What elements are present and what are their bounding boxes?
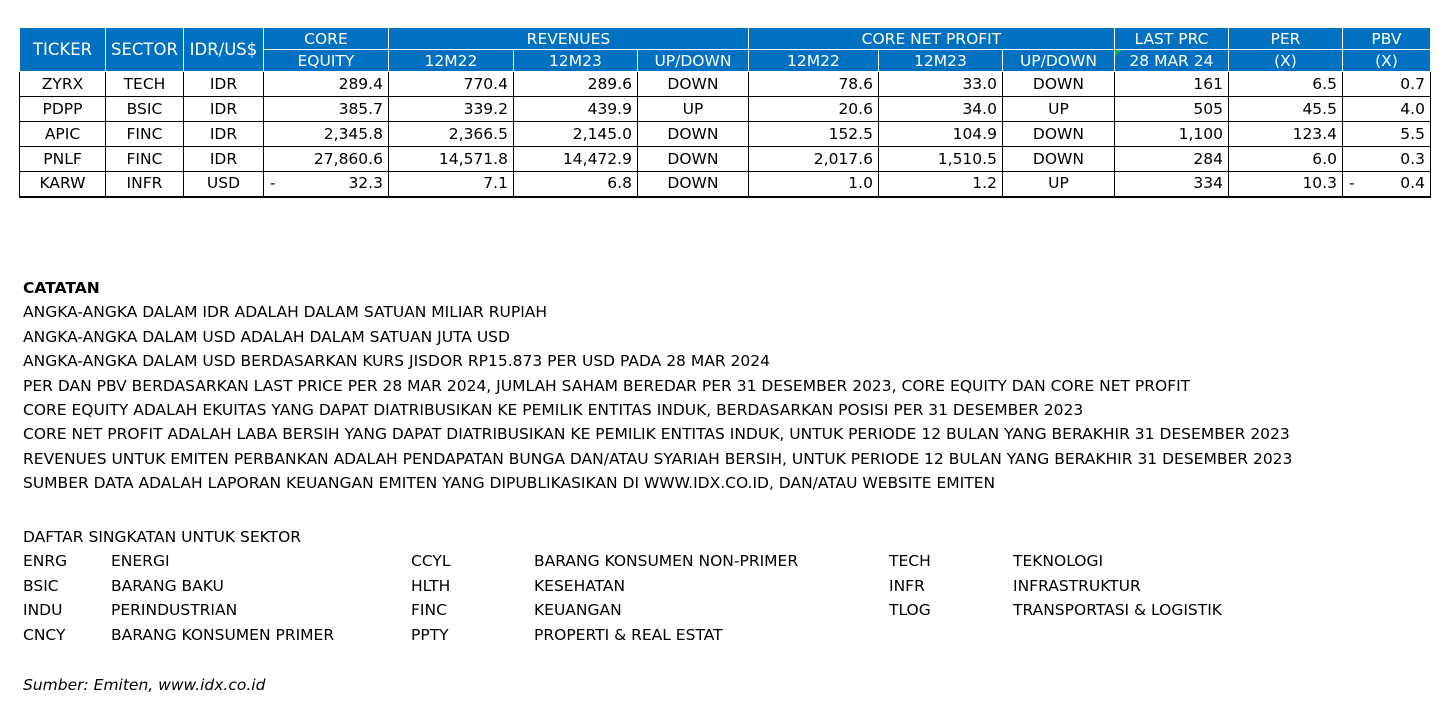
pbv-value: 0.3	[1400, 149, 1425, 168]
cell-cnp-12m22: 78.6	[748, 72, 878, 97]
abbr-code: INFR	[889, 576, 925, 595]
cell-ticker: KARW	[20, 172, 106, 197]
abbr-code: ENRG	[23, 552, 68, 571]
cell-rev-updown: DOWN	[637, 122, 748, 147]
cell-per: 6.5	[1228, 72, 1342, 97]
cell-cnp-12m22: 1.0	[748, 172, 878, 197]
cell-rev-12m23: 14,472.9	[513, 147, 637, 172]
cell-cnp-12m23: 104.9	[878, 122, 1002, 147]
cell-rev-updown: DOWN	[637, 172, 748, 197]
header-rev-12m22: 12M22	[388, 50, 513, 72]
cell-sector: FINC	[106, 122, 184, 147]
abbr-code: CCYL	[411, 552, 451, 571]
cell-cnp-12m23: 1.2	[878, 172, 1002, 197]
pbv-value: 0.7	[1400, 74, 1425, 93]
pbv-value: 4.0	[1400, 99, 1425, 118]
cell-cnp-12m23: 1,510.5	[878, 147, 1002, 172]
cell-ticker: PDPP	[20, 97, 106, 122]
table-row	[20, 72, 1431, 97]
cell-last-price: 334	[1114, 172, 1228, 197]
header-rev-updown: UP/DOWN	[637, 50, 748, 72]
abbreviations-heading: DAFTAR SINGKATAN UNTUK SEKTOR	[23, 528, 302, 546]
cell-per: 10.3	[1228, 172, 1342, 197]
cell-rev-12m22: 339.2	[388, 97, 513, 122]
note-line: SUMBER DATA ADALAH LAPORAN KEUANGAN EMITEN YANG DIPUBLIKASIKAN DI WWW.IDX.CO.ID, DAN/ATAU WEBSITE EMITEN	[23, 474, 996, 493]
header-pbv: PBV	[1342, 28, 1430, 50]
abbr-code: TECH	[889, 552, 931, 571]
note-line: CORE NET PROFIT ADALAH LABA BERSIH YANG DAPAT DIATRIBUSIKAN KE PEMILIK ENTITAS INDUK, UNTUK PERIODE 12 BULAN YANG BERAKHIR 31 DESEMBER 2023	[23, 425, 1290, 444]
header-revenues: REVENUES	[388, 28, 748, 50]
abbr-code: TLOG	[889, 601, 931, 620]
header-cnp-12m22: 12M22	[748, 50, 878, 72]
cell-cnp-updown: UP	[1002, 172, 1114, 197]
header-last-price: LAST PRC	[1114, 28, 1228, 50]
cell-pbv	[1342, 122, 1430, 147]
cell-last-price: 1,100	[1114, 122, 1228, 147]
abbr-name: INFRASTRUKTUR	[1013, 576, 1141, 595]
cell-equity	[263, 172, 388, 197]
cell-cnp-12m22: 152.5	[748, 122, 878, 147]
cell-rev-12m22: 770.4	[388, 72, 513, 97]
equity-value: 385.7	[338, 99, 383, 118]
cell-pbv	[1342, 147, 1430, 172]
cell-cnp-12m22: 20.6	[748, 97, 878, 122]
cell-sector: INFR	[106, 172, 184, 197]
cell-currency: IDR	[183, 97, 263, 122]
cell-rev-12m22: 14,571.8	[388, 147, 513, 172]
sector-abbreviations	[23, 525, 1423, 647]
abbr-code: CNCY	[23, 625, 66, 644]
header-pbv-unit: (X)	[1342, 50, 1430, 72]
abbreviations-grid	[23, 549, 1423, 647]
cell-rev-updown: DOWN	[637, 72, 748, 97]
cell-rev-12m23: 2,145.0	[513, 122, 637, 147]
equity-value: 289.4	[338, 74, 383, 93]
cell-cnp-12m23: 34.0	[878, 97, 1002, 122]
cell-last-price: 161	[1114, 72, 1228, 97]
cell-per: 45.5	[1228, 97, 1342, 122]
header-cnp-12m23: 12M23	[878, 50, 1002, 72]
header-last-price-date: 28 MAR 24	[1114, 50, 1228, 72]
cell-cnp-12m22: 2,017.6	[748, 147, 878, 172]
cell-currency: IDR	[183, 147, 263, 172]
equity-value: 2,345.8	[323, 124, 383, 143]
cell-equity	[263, 122, 388, 147]
cell-last-price: 284	[1114, 147, 1228, 172]
note-line: ANGKA-ANGKA DALAM USD ADALAH DALAM SATUAN JUTA USD	[23, 327, 510, 346]
table-row	[20, 122, 1431, 147]
abbr-name: TRANSPORTASI & LOGISTIK	[1013, 601, 1222, 620]
abbr-name: BARANG KONSUMEN NON-PRIMER	[534, 552, 799, 571]
cell-sector: FINC	[106, 147, 184, 172]
financial-table	[19, 27, 1431, 198]
cell-sector: BSIC	[106, 97, 184, 122]
header-per-unit: (X)	[1228, 50, 1342, 72]
cell-per: 123.4	[1228, 122, 1342, 147]
cell-rev-updown: DOWN	[637, 147, 748, 172]
cell-rev-12m22: 2,366.5	[388, 122, 513, 147]
cell-currency: IDR	[183, 72, 263, 97]
abbr-name: KESEHATAN	[534, 576, 626, 595]
abbr-name: PERINDUSTRIAN	[111, 601, 238, 620]
cell-sector: TECH	[106, 72, 184, 97]
header-core-net-profit: CORE NET PROFIT	[748, 28, 1114, 50]
cell-equity	[263, 147, 388, 172]
table-row	[20, 147, 1431, 172]
equity-value: 32.3	[348, 174, 383, 193]
cell-rev-12m22: 7.1	[388, 172, 513, 197]
note-line: CORE EQUITY ADALAH EKUITAS YANG DAPAT DIATRIBUSIKAN KE PEMILIK ENTITAS INDUK, BERDASARKAN POSISI PER 31 DESEMBER 2023	[23, 401, 1084, 420]
abbr-code: BSIC	[23, 576, 59, 595]
cell-per: 6.0	[1228, 147, 1342, 172]
table-header	[20, 28, 1431, 72]
pbv-value: 0.4	[1400, 174, 1425, 193]
cell-currency: IDR	[183, 122, 263, 147]
note-line: ANGKA-ANGKA DALAM USD BERDASARKAN KURS JISDOR RP15.873 PER USD PADA 28 MAR 2024	[23, 352, 770, 371]
pbv-value: 5.5	[1400, 124, 1425, 143]
cell-pbv	[1342, 97, 1430, 122]
header-sector: SECTOR	[106, 28, 184, 72]
equity-sign: -	[269, 174, 276, 192]
cell-pbv	[1342, 72, 1430, 97]
abbr-name: PROPERTI & REAL ESTAT	[534, 625, 723, 644]
header-per: PER	[1228, 28, 1342, 50]
table-row	[20, 172, 1431, 197]
notes-section	[23, 276, 1292, 496]
header-cnp-updown: UP/DOWN	[1002, 50, 1114, 72]
header-rev-12m23: 12M23	[513, 50, 637, 72]
note-line: ANGKA-ANGKA DALAM IDR ADALAH DALAM SATUAN MILIAR RUPIAH	[23, 303, 548, 322]
cell-rev-12m23: 439.9	[513, 97, 637, 122]
cell-pbv	[1342, 172, 1430, 197]
cell-equity	[263, 72, 388, 97]
abbr-name: TEKNOLOGI	[1013, 552, 1104, 571]
header-ticker: TICKER	[20, 28, 106, 72]
cell-cnp-updown: DOWN	[1002, 147, 1114, 172]
abbr-code: FINC	[411, 601, 447, 620]
cell-equity	[263, 97, 388, 122]
cell-ticker: APIC	[20, 122, 106, 147]
abbr-name: KEUANGAN	[534, 601, 622, 620]
abbr-name: BARANG KONSUMEN PRIMER	[111, 625, 335, 644]
cell-cnp-updown: DOWN	[1002, 72, 1114, 97]
cell-cnp-updown: UP	[1002, 97, 1114, 122]
header-currency: IDR/US$	[183, 28, 263, 72]
header-equity: EQUITY	[263, 50, 388, 72]
cell-rev-12m23: 289.6	[513, 72, 637, 97]
note-line: PER DAN PBV BERDASARKAN LAST PRICE PER 28 MAR 2024, JUMLAH SAHAM BEREDAR PER 31 DESEMBER 2023, CORE EQUITY DAN CORE NET PROFIT	[23, 376, 1191, 395]
cell-ticker: ZYRX	[20, 72, 106, 97]
notes-heading: CATATAN	[23, 279, 100, 297]
source-note: Sumber: Emiten, www.idx.co.id	[23, 676, 266, 694]
cell-cnp-updown: DOWN	[1002, 122, 1114, 147]
cell-rev-updown: UP	[637, 97, 748, 122]
cell-ticker: PNLF	[20, 147, 106, 172]
cell-last-price: 505	[1114, 97, 1228, 122]
abbr-code: PPTY	[411, 625, 449, 644]
abbr-code: HLTH	[411, 576, 451, 595]
table-row	[20, 97, 1431, 122]
cell-currency: USD	[183, 172, 263, 197]
cell-cnp-12m23: 33.0	[878, 72, 1002, 97]
pbv-sign: -	[1348, 174, 1355, 192]
abbr-name: BARANG BAKU	[111, 576, 224, 595]
abbr-name: ENERGI	[111, 552, 170, 571]
abbr-code: INDU	[23, 601, 63, 620]
equity-value: 27,860.6	[313, 149, 383, 168]
cell-rev-12m23: 6.8	[513, 172, 637, 197]
note-line: REVENUES UNTUK EMITEN PERBANKAN ADALAH PENDAPATAN BUNGA DAN/ATAU SYARIAH BERSIH, UNTUK PERIODE 12 BULAN YANG BERAKHIR 31 DESEMBER 2023	[23, 449, 1293, 468]
header-core: CORE	[263, 28, 388, 50]
